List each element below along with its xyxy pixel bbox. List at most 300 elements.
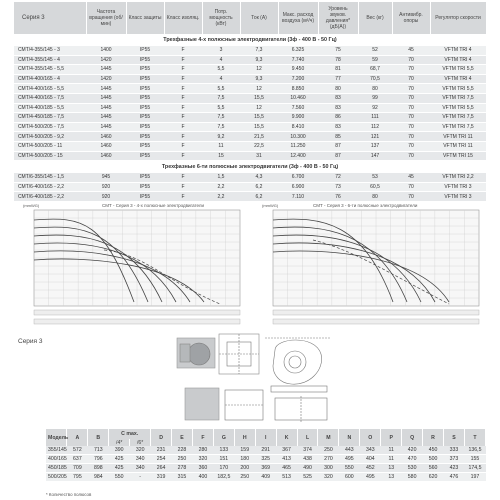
spec-cell: 4 — [202, 74, 240, 84]
dims-header-cell: K — [276, 429, 297, 446]
model-name-cell: СМТ/4-355/145 - 5,5 — [14, 65, 86, 75]
dims-cell: 13 — [381, 464, 402, 473]
spec-cell: VFTM TRI 11 — [430, 141, 486, 151]
performance-chart-6-pole — [253, 194, 486, 329]
spec-cell: 4 — [202, 55, 240, 65]
dims-model-cell: 450/185 — [48, 465, 67, 471]
spec-header-cell: Частота вращения (об/мин) — [86, 2, 126, 34]
spec-cell: 8.410 — [278, 122, 318, 132]
spec-header-cell: Макс. расход воздуха (м³/ч) — [278, 2, 318, 34]
spec-cell: 9,2 — [202, 132, 240, 142]
spec-cell: 15 — [202, 151, 240, 161]
spec-table — [14, 2, 487, 202]
dims-cell: 367 — [276, 446, 297, 455]
dims-cell: 413 — [276, 455, 297, 464]
model-name-cell: СМТ/4-400/185 - 5,5 — [14, 103, 86, 113]
secondary-axis — [34, 319, 240, 324]
spec-cell: 15,5 — [240, 122, 278, 132]
spec-cell: 8.850 — [278, 84, 318, 94]
dims-header-cell: C max. — [109, 429, 151, 439]
dims-header-cell: H — [234, 429, 255, 446]
spec-cell: 21,5 — [240, 132, 278, 142]
dims-cell: 360 — [192, 464, 213, 473]
dims-cell: 320 — [130, 446, 151, 455]
spec-cell: 11.250 — [278, 141, 318, 151]
spec-cell: 9,3 — [240, 74, 278, 84]
spec-header-cell: Класс защиты — [126, 2, 164, 34]
spec-row — [14, 141, 486, 151]
fan-technical-drawing — [175, 330, 335, 426]
dims-cell: 291 — [255, 446, 276, 455]
model-name-cell: СМТ/4-400/165 - 4 — [14, 74, 86, 84]
spec-cell: 60,5 — [358, 182, 392, 192]
spec-cell: 59 — [358, 55, 392, 65]
spec-row — [14, 151, 486, 161]
spec-cell: F — [164, 132, 202, 142]
spec-cell: IP55 — [126, 151, 164, 161]
spec-cell: 12 — [240, 84, 278, 94]
spec-row — [14, 182, 486, 192]
dims-table-body — [46, 446, 486, 482]
dims-cell: 425 — [109, 455, 130, 464]
spec-cell: F — [164, 103, 202, 113]
spec-cell: 78 — [318, 55, 358, 65]
spec-cell: F — [164, 192, 202, 202]
spec-cell: 11 — [202, 141, 240, 151]
dims-header-cell: P — [381, 429, 402, 446]
spec-cell: VFTM TRI 2,2 — [430, 173, 486, 183]
spec-cell: 85 — [318, 132, 358, 142]
dims-cell: 713 — [88, 446, 109, 455]
dims-header-cell: R — [423, 429, 444, 446]
spec-header-cell: Серия 3 — [14, 2, 86, 34]
model-name-cell: СМТ/4-355/145 - 4 — [14, 55, 86, 65]
spec-cell: 45 — [392, 173, 430, 183]
spec-cell: 920 — [86, 192, 126, 202]
spec-cell: 9,3 — [240, 55, 278, 65]
dims-cell: 373 — [444, 455, 465, 464]
spec-row — [14, 74, 486, 84]
spec-cell: IP55 — [126, 55, 164, 65]
spec-cell: F — [164, 46, 202, 56]
dims-header-cell: O — [360, 429, 381, 446]
dims-cell: 254 — [151, 455, 172, 464]
performance-chart-4-pole — [14, 194, 247, 329]
spec-cell: 112 — [358, 122, 392, 132]
dims-cell: 400 — [192, 473, 213, 482]
spec-cell: 87 — [318, 141, 358, 151]
spec-cell: IP55 — [126, 173, 164, 183]
dims-cell: 409 — [255, 473, 276, 482]
spec-cell: 15,5 — [240, 93, 278, 103]
spec-cell: 4,3 — [240, 173, 278, 183]
spec-cell: 70 — [392, 103, 430, 113]
spec-cell: 70 — [392, 84, 430, 94]
spec-cell: VFTM TRI 5,5 — [430, 103, 486, 113]
spec-cell: 920 — [86, 182, 126, 192]
dims-cell: 231 — [151, 446, 172, 455]
spec-cell: IP55 — [126, 65, 164, 75]
dims-row — [46, 455, 486, 464]
spec-cell: 1460 — [86, 151, 126, 161]
spec-cell: 9.450 — [278, 65, 318, 75]
dims-cell: 250 — [172, 455, 193, 464]
dims-cell: 495 — [339, 455, 360, 464]
dims-cell: 438 — [297, 455, 318, 464]
spec-cell: VFTM TRI 3 — [430, 192, 486, 202]
dims-model-cell: 500/205 — [48, 474, 67, 480]
dims-cell: 151 — [213, 455, 234, 464]
spec-cell: F — [164, 93, 202, 103]
spec-cell: 10.460 — [278, 93, 318, 103]
spec-cell: 83 — [318, 93, 358, 103]
dims-cell: 390 — [109, 446, 130, 455]
chart-plot-4-pole — [14, 194, 247, 329]
spec-cell: VFTM TRI 15 — [430, 151, 486, 161]
spec-cell: 99 — [358, 93, 392, 103]
spec-cell: 70,5 — [358, 74, 392, 84]
spec-cell: 7.110 — [278, 192, 318, 202]
spec-header-cell: Антивибр. опоры — [392, 2, 430, 34]
dims-cell: 550 — [339, 464, 360, 473]
dims-cell: 13 — [381, 473, 402, 482]
spec-cell: 70 — [392, 132, 430, 142]
dims-cell: 369 — [255, 464, 276, 473]
dims-header-cell: M — [318, 429, 339, 446]
dims-cell: 174,5 — [464, 464, 485, 473]
dims-subheader-cell: /6* — [130, 439, 151, 446]
spec-cell: 92 — [358, 103, 392, 113]
spec-cell: 86 — [318, 113, 358, 123]
spec-cell: 70 — [392, 141, 430, 151]
dims-cell: 300 — [318, 464, 339, 473]
spec-cell: 83 — [318, 122, 358, 132]
dimensions-table — [46, 429, 486, 482]
dims-cell: 425 — [109, 464, 130, 473]
spec-cell: F — [164, 65, 202, 75]
spec-header-cell: Ток (А) — [240, 2, 278, 34]
dims-cell: 340 — [130, 464, 151, 473]
spec-cell: F — [164, 141, 202, 151]
spec-cell: VFTM TRI 4 — [430, 74, 486, 84]
dims-subheader-cell: /4* — [109, 439, 130, 446]
dims-cell: 319 — [151, 473, 172, 482]
spec-cell: 6,2 — [240, 192, 278, 202]
spec-cell: 77 — [318, 74, 358, 84]
spec-cell: 83 — [318, 103, 358, 113]
spec-cell: VFTM TRI 7,5 — [430, 113, 486, 123]
spec-cell: VFTM TRI 5,5 — [430, 65, 486, 75]
secondary-axis — [273, 319, 479, 324]
dims-header-cell: L — [297, 429, 318, 446]
spec-cell: 76 — [318, 192, 358, 202]
spec-cell: 70 — [392, 182, 430, 192]
spec-cell: 5,5 — [202, 84, 240, 94]
spec-cell: 70 — [392, 65, 430, 75]
dims-cell: 250 — [234, 473, 255, 482]
dims-cell: 228 — [172, 446, 193, 455]
dims-model-cell: 355/145 — [48, 447, 67, 453]
spec-table-body — [14, 34, 486, 201]
spec-cell: IP55 — [126, 192, 164, 202]
dims-cell: 136,5 — [464, 446, 485, 455]
spec-cell: 6.700 — [278, 173, 318, 183]
spec-cell: 80 — [318, 84, 358, 94]
spec-cell: 7.200 — [278, 74, 318, 84]
spec-cell: 111 — [358, 113, 392, 123]
spec-cell: 1445 — [86, 113, 126, 123]
spec-cell: 1445 — [86, 65, 126, 75]
spec-cell: 6.900 — [278, 182, 318, 192]
dims-cell: 320 — [192, 455, 213, 464]
model-name-cell: СМТ/6-400/185 - 2,2 — [14, 192, 86, 202]
spec-cell: IP55 — [126, 46, 164, 56]
spec-header-cell: Потр. мощность (кВт) — [202, 2, 240, 34]
spec-cell: VFTM TRI 4 — [430, 55, 486, 65]
dims-cell: - — [130, 473, 151, 482]
spec-cell: 6,2 — [240, 182, 278, 192]
model-name-cell: СМТ/4-500/205 - 15 — [14, 151, 86, 161]
dims-cell: 200 — [234, 464, 255, 473]
spec-cell: 70 — [392, 74, 430, 84]
dims-header-cell: A — [67, 429, 88, 446]
dims-header-row — [46, 429, 486, 439]
dims-cell: 600 — [339, 473, 360, 482]
spec-cell: 1445 — [86, 122, 126, 132]
dims-cell: 443 — [339, 446, 360, 455]
spec-cell: 75 — [318, 46, 358, 56]
dims-cell: 325 — [255, 455, 276, 464]
spec-cell: 31 — [240, 151, 278, 161]
dims-cell: 500 — [423, 455, 444, 464]
spec-row — [14, 93, 486, 103]
spec-cell: IP55 — [126, 103, 164, 113]
spec-cell: IP55 — [126, 122, 164, 132]
dims-header-cell: Модель — [46, 429, 67, 446]
spec-row — [14, 46, 486, 56]
spec-cell: 2,2 — [202, 192, 240, 202]
spec-cell: 2,2 — [202, 182, 240, 192]
dims-cell: 490 — [297, 464, 318, 473]
spec-header-row — [14, 2, 486, 34]
section-header: Трехфазные 6-ти полюсные электродвигатели (3ф - 400 В - 50 Гц) — [14, 161, 486, 173]
dims-cell: 11 — [381, 455, 402, 464]
spec-cell: 70 — [392, 55, 430, 65]
chart-title: СМТ - Серия 3 - 4-х полюсные электродвигатели — [102, 203, 205, 208]
spec-cell: 68,7 — [358, 65, 392, 75]
dims-cell: 155 — [464, 455, 485, 464]
dims-header-cell: D — [151, 429, 172, 446]
spec-row — [14, 84, 486, 94]
spec-cell: 81 — [318, 65, 358, 75]
y-axis-unit: (mmWG) — [262, 203, 279, 208]
spec-row — [14, 55, 486, 65]
dims-row — [46, 473, 486, 482]
dims-cell: 984 — [88, 473, 109, 482]
dims-header-cell: N — [339, 429, 360, 446]
dims-cell: 476 — [444, 473, 465, 482]
secondary-axis — [34, 310, 240, 315]
dims-cell: 423 — [444, 464, 465, 473]
dims-cell: 580 — [402, 473, 423, 482]
model-name-cell: СМТ/4-500/205 - 11 — [14, 141, 86, 151]
spec-cell: 53 — [358, 173, 392, 183]
spec-cell: 137 — [358, 141, 392, 151]
spec-cell: F — [164, 55, 202, 65]
dims-row — [46, 464, 486, 473]
dims-cell: 404 — [360, 455, 381, 464]
spec-cell: 1445 — [86, 103, 126, 113]
spec-cell: 5,5 — [202, 103, 240, 113]
spec-cell: F — [164, 74, 202, 84]
spec-cell: VFTM TRI 4 — [430, 46, 486, 56]
spec-cell: IP55 — [126, 132, 164, 142]
spec-cell: IP55 — [126, 84, 164, 94]
dims-cell: 343 — [360, 446, 381, 455]
spec-cell: 10.300 — [278, 132, 318, 142]
dims-cell: 452 — [360, 464, 381, 473]
spec-cell: 15,5 — [240, 113, 278, 123]
secondary-axis — [273, 310, 479, 315]
section-header-row — [14, 161, 486, 173]
dims-cell: 250 — [318, 446, 339, 455]
spec-row — [14, 65, 486, 75]
spec-cell: 12 — [240, 103, 278, 113]
y-axis-unit: (mmWG) — [23, 203, 40, 208]
dims-cell: 637 — [67, 455, 88, 464]
spec-cell: 121 — [358, 132, 392, 142]
dims-cell: 525 — [297, 473, 318, 482]
dims-cell: 180 — [234, 455, 255, 464]
spec-row — [14, 173, 486, 183]
chart-title: СМТ - Серия 3 - 6-ти полюсные электродвигатели — [313, 203, 418, 208]
model-name-cell: СМТ/4-400/165 - 7,5 — [14, 93, 86, 103]
dims-cell: 470 — [402, 455, 423, 464]
dims-cell: 315 — [172, 473, 193, 482]
dims-cell: 560 — [423, 464, 444, 473]
spec-cell: F — [164, 173, 202, 183]
spec-cell: 1,5 — [202, 173, 240, 183]
spec-cell: IP55 — [126, 113, 164, 123]
spec-cell: F — [164, 151, 202, 161]
spec-cell: IP55 — [126, 182, 164, 192]
spec-cell: 1420 — [86, 55, 126, 65]
dims-cell: 572 — [67, 446, 88, 455]
spec-cell: 80 — [358, 192, 392, 202]
dims-cell: 620 — [423, 473, 444, 482]
dims-cell: 270 — [318, 455, 339, 464]
spec-cell: 70 — [392, 151, 430, 161]
spec-cell: F — [164, 113, 202, 123]
spec-cell: 70 — [392, 192, 430, 202]
dims-cell: 320 — [318, 473, 339, 482]
spec-cell: 80 — [358, 84, 392, 94]
spec-cell: 7,5 — [202, 113, 240, 123]
spec-row — [14, 113, 486, 123]
dims-header-cell: I — [255, 429, 276, 446]
spec-cell: F — [164, 182, 202, 192]
dims-cell: 530 — [402, 464, 423, 473]
spec-cell: VFTM TRI 7,5 — [430, 93, 486, 103]
spec-cell: 9.900 — [278, 113, 318, 123]
spec-cell: 1445 — [86, 84, 126, 94]
spec-cell: 7,5 — [202, 93, 240, 103]
dims-cell: 450 — [423, 446, 444, 455]
spec-cell: 5,5 — [202, 65, 240, 75]
spec-cell: IP55 — [126, 74, 164, 84]
dims-cell: 133 — [213, 446, 234, 455]
spec-cell: 7,3 — [240, 46, 278, 56]
spec-cell: IP55 — [126, 141, 164, 151]
spec-cell: VFTM TRI 11 — [430, 132, 486, 142]
spec-cell: 1460 — [86, 141, 126, 151]
dims-cell: 340 — [130, 455, 151, 464]
dims-cell: 11 — [381, 446, 402, 455]
model-name-cell: СМТ/6-355/145 - 1,5 — [14, 173, 86, 183]
dims-cell: 159 — [234, 446, 255, 455]
spec-cell: IP55 — [126, 93, 164, 103]
dims-header-cell: S — [444, 429, 465, 446]
chart-plot-6-pole — [253, 194, 486, 329]
spec-header-cell: Класс изоляц. — [164, 2, 202, 34]
spec-cell: 6.325 — [278, 46, 318, 56]
dims-header-cell: G — [213, 429, 234, 446]
dims-header-cell: B — [88, 429, 109, 446]
spec-cell: 1460 — [86, 132, 126, 142]
spec-cell: 945 — [86, 173, 126, 183]
spec-cell: 70 — [392, 93, 430, 103]
spec-row — [14, 103, 486, 113]
model-name-cell: СМТ/4-500/205 - 9,2 — [14, 132, 86, 142]
footnote: * Количество полюсов — [46, 492, 92, 497]
spec-cell: 12 — [240, 65, 278, 75]
section-header-row — [14, 34, 486, 46]
model-name-cell: СМТ/4-400/165 - 5,5 — [14, 84, 86, 94]
spec-cell: 147 — [358, 151, 392, 161]
spec-cell: 22,5 — [240, 141, 278, 151]
spec-cell: VFTM TRI 3 — [430, 182, 486, 192]
dims-header-cell: Q — [402, 429, 423, 446]
spec-cell: 3 — [202, 46, 240, 56]
model-name-cell: СМТ/4-355/145 - 3 — [14, 46, 86, 56]
dims-cell: 280 — [192, 446, 213, 455]
spec-cell: 52 — [358, 46, 392, 56]
dims-row — [46, 446, 486, 455]
spec-cell: 7,5 — [202, 122, 240, 132]
spec-cell: F — [164, 84, 202, 94]
dims-cell: 264 — [151, 464, 172, 473]
dims-cell: 182,5 — [213, 473, 234, 482]
spec-cell: 70 — [392, 113, 430, 123]
dims-cell: 709 — [67, 464, 88, 473]
spec-cell: 73 — [318, 182, 358, 192]
spec-cell: 12.400 — [278, 151, 318, 161]
dims-cell: 795 — [67, 473, 88, 482]
spec-cell: 1400 — [86, 46, 126, 56]
dims-header-cell: T — [464, 429, 485, 446]
dims-cell: 550 — [109, 473, 130, 482]
spec-cell: F — [164, 122, 202, 132]
dims-cell: 420 — [402, 446, 423, 455]
dims-cell: 278 — [172, 464, 193, 473]
dims-header-cell: F — [192, 429, 213, 446]
section-header: Трехфазные 4-х полюсные электродвигатели (3ф - 400 В - 50 Гц) — [14, 34, 486, 46]
dims-cell: 465 — [276, 464, 297, 473]
model-name-cell: СМТ/4-500/205 - 7,5 — [14, 122, 86, 132]
spec-cell: 1420 — [86, 74, 126, 84]
spec-cell: VFTM TRI 5,5 — [430, 84, 486, 94]
dims-model-cell: 400/165 — [48, 456, 67, 462]
